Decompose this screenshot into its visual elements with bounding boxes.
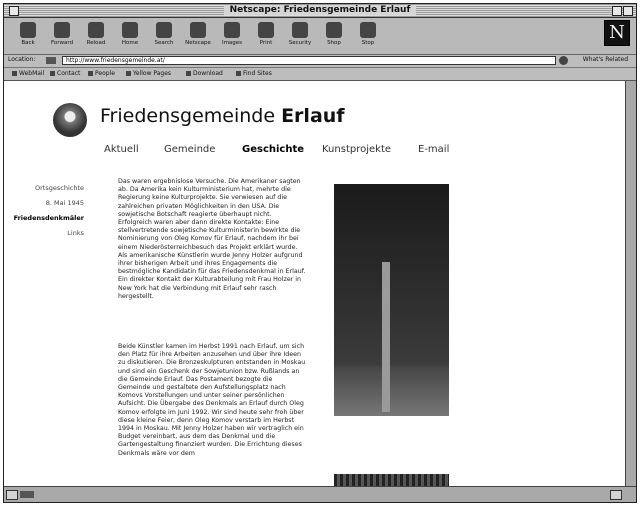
sidebar-item-links[interactable]: Links — [67, 229, 84, 237]
personal-item-download[interactable]: Download — [186, 70, 223, 77]
netscape-icon — [190, 22, 206, 38]
vertical-scrollbar[interactable] — [625, 81, 636, 487]
home-button[interactable]: Home — [116, 20, 144, 52]
page-content — [4, 81, 627, 487]
images-icon — [224, 22, 240, 38]
url-input[interactable] — [62, 56, 556, 65]
forward-icon — [54, 22, 70, 38]
sidebar-item-friedensdenkmaeler[interactable]: Friedensdenkmäler — [13, 214, 84, 222]
monument-photo — [334, 184, 449, 416]
window-title: Netscape: Friedensgemeinde Erlauf — [4, 4, 636, 17]
title-bar[interactable] — [4, 4, 636, 18]
bookmark-icon — [186, 71, 191, 76]
search-button[interactable]: Search — [150, 20, 178, 52]
netscape-logo[interactable]: N — [604, 20, 630, 46]
back-icon — [20, 22, 36, 38]
images-button[interactable]: Images — [218, 20, 246, 52]
back-button[interactable]: Back — [14, 20, 42, 52]
location-bar — [4, 55, 636, 68]
whats-related-button[interactable]: What's Related — [582, 56, 628, 63]
article-paragraph-2: Beide Künstler kamen im Herbst 1991 nach Erlauf, um sich den Platz für ihre Arbeiten anzusehen und über ihre Ideen zu diskutieren. Die Bronzeskulpturen entstanden in Moskau und sind ein Geschenk der Sowjetunion bzw. Rußlands an die Gemeinde Erlauf. Das Postament bezogte die Gemeinde und gestaltete den Aufstellungsplatz nach Komovs Vorstellungen und unter seiner persönlichen Aufsicht. Die Übergabe des Denkmals an Erlauf durch Oleg Komov erfolgte im Juni 1992. Wir sind heute sehr froh über diese kleine Feier, denn Oleg Komov verstarb im Herbst 1994 in Moskau. Mit Jenny Holzer haben wir vertraglich ein Budget vereinbart, aus dem das Denkmal und die Gartengestaltung finanziert wurden. Die Errichtung dieses Denkmals wäre vor dem — [118, 343, 306, 457]
nav-gemeinde[interactable]: Gemeinde — [164, 144, 216, 155]
security-status-icon — [20, 491, 34, 498]
bookmark-icon[interactable] — [46, 57, 56, 64]
bookmark-icon — [50, 71, 55, 76]
print-icon — [258, 22, 274, 38]
related-icon[interactable] — [559, 56, 568, 65]
site-logo-icon[interactable] — [53, 103, 87, 137]
stop-button[interactable]: Stop — [354, 20, 382, 52]
browser-window — [3, 3, 637, 503]
home-icon — [122, 22, 138, 38]
zoom-box[interactable] — [612, 6, 622, 16]
bookmark-icon — [126, 71, 131, 76]
navigation-toolbar — [4, 18, 636, 55]
status-bar — [4, 486, 636, 502]
stop-icon — [360, 22, 376, 38]
scroll-right-arrow-icon[interactable] — [610, 490, 622, 500]
reload-button[interactable]: Reload — [82, 20, 110, 52]
netscape-button[interactable]: Netscape — [184, 20, 212, 52]
scroll-left-arrow-icon[interactable] — [6, 490, 18, 500]
reload-icon — [88, 22, 104, 38]
personal-toolbar — [4, 68, 636, 81]
personal-item-contact[interactable]: Contact — [50, 70, 80, 77]
bookmark-icon — [12, 71, 17, 76]
security-button[interactable]: Security — [286, 20, 314, 52]
nav-aktuell[interactable]: Aktuell — [104, 144, 139, 155]
location-label: Location: — [8, 56, 36, 63]
personal-item-people[interactable]: People — [88, 70, 115, 77]
bookmark-icon — [88, 71, 93, 76]
nav-email[interactable]: E-mail — [418, 144, 450, 155]
article-paragraph-1: Das waren ergebnislose Versuche. Die Amerikaner sagten ab. Da Amerika kein Kulturministerium hat, mehrte die Regierung keine Kulturprojekte. Sie verwiesen auf die zahlreichen privaten Möglichkeiten in den USA. Die sowjetische Botschaft reagierte überhaupt nicht. Erfolgreich waren aber dann direkte Kontakte: Eine stellvertretende sowjetische Kulturministerin bewirkte die Nominierung von Oleg Komov für Erlauf, nachdem ihr bei einem Niederösterreichbesuch das Projekt erklärt wurde. Als amerikanische Künstlerin wurde Jenny Holzer aufgrund ihrer bisherigen Arbeit und ihres Engagements die bestmögliche Kandidatin für das Friedensdenkmal in Erlauf. Ein direkter Kontakt der Kulturabteilung mit Frau Holzer in New York hat die Verbindung mit Erlauf sehr rasch hergestellt. — [118, 178, 306, 300]
print-button[interactable]: Print — [252, 20, 280, 52]
site-title: Friedensgemeinde Erlauf — [100, 105, 345, 127]
personal-item-webmail[interactable]: WebMail — [12, 70, 44, 77]
sidebar-item-8-mai-1945[interactable]: 8. Mai 1945 — [45, 199, 84, 207]
nav-geschichte[interactable]: Geschichte — [242, 144, 305, 155]
collapse-box[interactable] — [623, 6, 633, 16]
personal-item-find-sites[interactable]: Find Sites — [236, 70, 272, 77]
shop-button[interactable]: Shop — [320, 20, 348, 52]
lock-icon — [292, 22, 308, 38]
bookmark-icon — [236, 71, 241, 76]
search-icon — [156, 22, 172, 38]
forward-button[interactable]: Forward — [48, 20, 76, 52]
sidebar-item-ortsgeschichte[interactable]: Ortsgeschichte — [35, 184, 84, 192]
shop-icon — [326, 22, 342, 38]
nav-kunstprojekte[interactable]: Kunstprojekte — [322, 144, 392, 155]
personal-item-yellow-pages[interactable]: Yellow Pages — [126, 70, 171, 77]
